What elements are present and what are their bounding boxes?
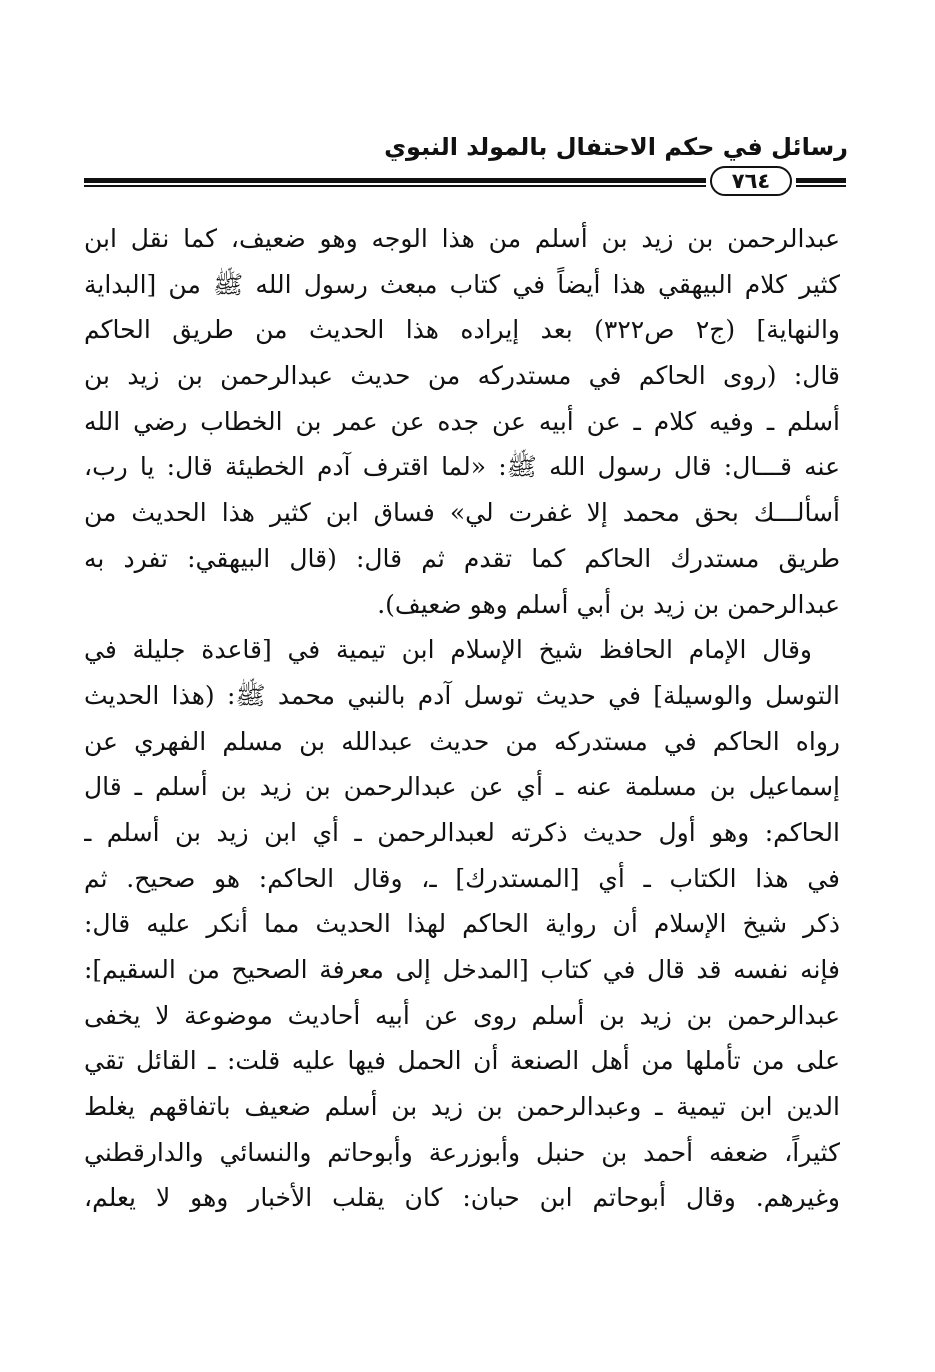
page-number-badge: ٧٦٤ — [710, 166, 792, 196]
header-rule-left-thin — [84, 185, 706, 187]
header-rule-right-thin — [796, 185, 846, 187]
text-line: عبدالرحمن بن زيد بن أسلم من هذا الوجه وهو ضعيف، كما نقل ابن — [84, 224, 840, 253]
text-line: والنهاية] (ج٢ ص٣٢٢) بعد إيراده هذا الحديث من طريق الحاكم — [84, 315, 840, 345]
text-line: أسألـــك بحق محمد إلا غفرت لي» فساق ابن كثير هذا الحديث من — [84, 498, 840, 528]
text-line: على من تأملها من أهل الصنعة أن الحمل فيها عليه قلت: ـ القائل تقي — [84, 1046, 840, 1076]
text-line: في هذا الكتاب ـ أي [المستدرك] ـ، وقال الحاكم: هو صحيح. ثم — [84, 863, 840, 893]
text-line: عبدالرحمن بن زيد بن أسلم روى عن أبيه أحاديث موضوعة لا يخفى — [84, 1000, 840, 1030]
text-line: طريق مستدرك الحاكم كما تقدم ثم قال: (قال البيهقي: تفرد به — [84, 543, 840, 573]
text-line: وقال الإمام الحافظ شيخ الإسلام ابن تيمية في [قاعدة جليلة في — [84, 635, 812, 665]
text-line: ذكر شيخ الإسلام أن رواية الحاكم لهذا الحديث مما أنكر عليه قال: — [84, 909, 840, 939]
text-line: كثير كلام البيهقي هذا أيضاً في كتاب مبعث رسول الله ﷺ من [البداية — [84, 269, 840, 299]
text-line: الحاكم: وهو أول حديث ذكرته لعبدالرحمن ـ أي ابن زيد بن أسلم ـ — [84, 817, 840, 847]
text-line: عنه قـــال: قال رسول الله ﷺ: «لما اقترف آدم الخطيئة قال: يا رب، — [84, 452, 840, 482]
text-line: الدين ابن تيمية ـ وعبدالرحمن بن زيد بن أسلم ضعيف باتفاقهم يغلط — [84, 1092, 840, 1122]
text-line: أسلم ـ وفيه كلام ـ عن أبيه عن جده عن عمر بن الخطاب رضي الله — [84, 406, 840, 436]
text-line: إسماعيل بن مسلمة عنه ـ أي عن عبدالرحمن بن زيد بن أسلم ـ قال — [84, 772, 840, 802]
body-text — [84, 216, 840, 1221]
running-header-title: رسائل في حكم الاحتفال بالمولد النبوي — [384, 133, 848, 161]
text-line: فإنه نفسه قد قال في كتاب [المدخل إلى معرفة الصحيح من السقيم]: — [84, 955, 840, 984]
text-line: كثيراً، ضعفه أحمد بن حنبل وأبوزرعة وأبوحاتم والنسائي والدارقطني — [84, 1137, 840, 1167]
header-rule — [84, 166, 846, 196]
paragraph-1 — [84, 216, 840, 627]
text-line-last: عبدالرحمن بن زيد بن أبي أسلم وهو ضعيف). — [377, 589, 840, 619]
header-rule-right-thick — [796, 178, 846, 183]
text-line: رواه الحاكم في مستدركه من حديث عبدالله بن مسلم الفهري عن — [84, 726, 840, 756]
header-rule-left-thick — [84, 178, 706, 183]
paragraph-2 — [84, 627, 840, 1221]
text-line: وغيرهم. وقال أبوحاتم ابن حبان: كان يقلب الأخبار وهو لا يعلم، — [84, 1183, 840, 1213]
text-line: التوسل والوسيلة] في حديث توسل آدم بالنبي محمد ﷺ: (هذا الحديث — [84, 680, 840, 710]
text-line: قال: (روى الحاكم في مستدركه من حديث عبدالرحمن بن زيد بن — [84, 361, 840, 391]
